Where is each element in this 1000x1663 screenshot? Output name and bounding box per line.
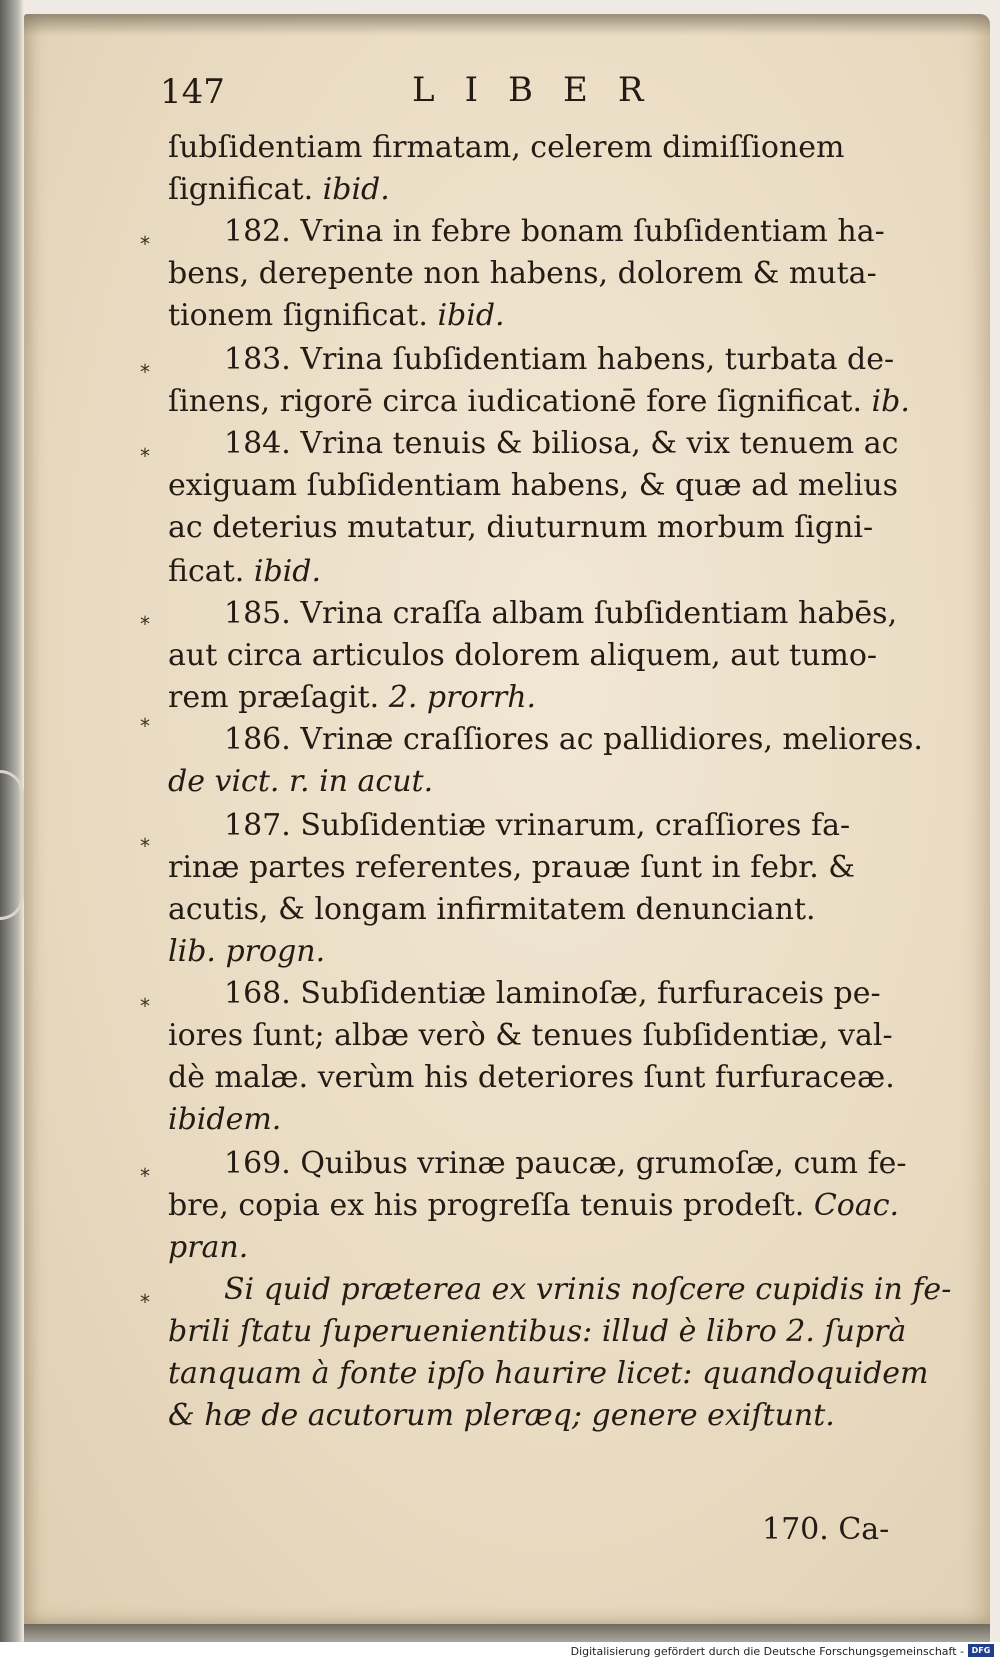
text-line [224,976,881,1011]
line-text: 169. Quibus vrinæ paucæ, grumoſæ, cum fe- [224,1146,907,1181]
text-line [168,1230,248,1265]
line-citation: lib. progn. [168,934,326,969]
line-text: aut circa articulos dolorem aliquem, aut tumo- [168,638,878,673]
margin-asterisk: * [140,612,150,636]
margin-asterisk: * [140,994,150,1018]
text-line [168,1356,928,1391]
line-text: bre, copia ex his progreſſa tenuis prodeſt. [168,1188,805,1223]
text-line [168,934,325,969]
margin-asterisk: * [140,360,150,384]
line-text: 182. Vrina in febre bonam ſubſidentiam ha- [224,214,885,249]
line-text: ſignificat. [168,172,314,207]
page-number: 147 [160,72,225,112]
line-text: 184. Vrina tenuis & biliosa, & vix tenuem ac [224,426,899,461]
text-line [168,298,505,333]
line-citation: ib. [871,384,910,419]
line-citation: tanquam à fonte ipſo haurire licet: quandoquidem [168,1356,929,1391]
dfg-logo-icon: DFG [968,1644,994,1657]
text-line [168,1314,906,1349]
text-line [168,850,855,885]
line-text: ficat. [168,554,245,589]
text-line [168,892,816,927]
line-citation: Coac. [813,1188,900,1223]
line-text: 168. Subſidentiæ laminoſæ, furfuraceis pe- [224,976,881,1011]
margin-asterisk: * [140,1164,150,1188]
text-line [224,426,898,461]
line-citation: pran. [168,1230,249,1265]
margin-asterisk: * [140,834,150,858]
line-text: ſubſidentiam firmatam, celerem dimiſſionem [168,130,845,165]
page-title: LIBER [412,70,674,110]
text-line [224,214,885,249]
text-line [224,808,850,843]
page-clip [0,770,24,920]
text-line [168,510,873,545]
text-line [168,1398,835,1433]
text-line [224,596,897,631]
line-text: rem præſagit. [168,680,380,715]
line-text: 187. Subſidentiæ vrinarum, craſſiores fa- [224,808,851,843]
line-citation: ibid. [437,298,505,333]
line-text: ac deterius mutatur, diuturnum morbum ſigni- [168,510,874,545]
line-text: 183. Vrina ſubſidentiam habens, turbata de- [224,342,895,377]
text-line [224,1146,907,1181]
text-line [168,1102,281,1137]
text-line [168,680,536,715]
catchword: 170. Ca- [762,1512,890,1547]
line-text: exiguam ſubſidentiam habens, & quæ ad melius [168,468,898,503]
text-line [168,764,433,799]
line-text: 185. Vrina craſſa albam ſubſidentiam habēs, [224,596,898,631]
line-citation: ibid. [253,554,321,589]
line-citation: de vict. r. in acut. [168,764,434,799]
line-citation: ibidem. [168,1102,282,1137]
footer-credit: Digitalisierung gefördert durch die Deutsche Forschungsgemeinschaft - [570,1645,964,1658]
line-citation: brili ſtatu ſuperuenientibus: illud è libro 2. ſuprà [168,1314,907,1349]
margin-asterisk: * [140,444,150,468]
margin-asterisk: * [140,714,150,738]
line-citation: 2. prorrh. [388,680,537,715]
line-citation: Si quid præterea ex vrinis noſcere cupidis in fe- [224,1272,952,1307]
line-citation: ibid. [322,172,390,207]
text-line [168,468,898,503]
text-line [224,1272,951,1307]
line-text: acutis, & longam infirmitatem denunciant. [168,892,816,927]
line-text: ſinens, rigorē circa iudicationē fore ſignificat. [168,384,862,419]
text-line [224,342,894,377]
page-bottom-edge [24,1624,990,1642]
line-text: dè malæ. verùm his deteriores ſunt furfuraceæ. [168,1060,895,1095]
text-line [168,554,321,589]
margin-asterisk: * [140,1290,150,1314]
line-text: 186. Vrinæ craſſiores ac pallidiores, meliores. [224,722,923,757]
text-line [168,130,844,165]
text-line [224,722,923,757]
text-line [168,172,390,207]
line-text: tionem ſignificat. [168,298,428,333]
text-line [168,256,877,291]
line-text: iores ſunt; albæ verò & tenues ſubſidentiæ, val- [168,1018,893,1053]
text-line [168,1060,895,1095]
line-text: bens, derepente non habens, dolorem & muta- [168,256,877,291]
text-line [168,1018,893,1053]
text-line [168,384,910,419]
margin-asterisk: * [140,232,150,256]
line-citation: & hæ de acutorum pleræq; genere exiſtunt. [168,1398,835,1433]
line-text: rinæ partes referentes, prauæ ſunt in febr. & [168,850,855,885]
text-line [168,1188,899,1223]
text-line [168,638,877,673]
